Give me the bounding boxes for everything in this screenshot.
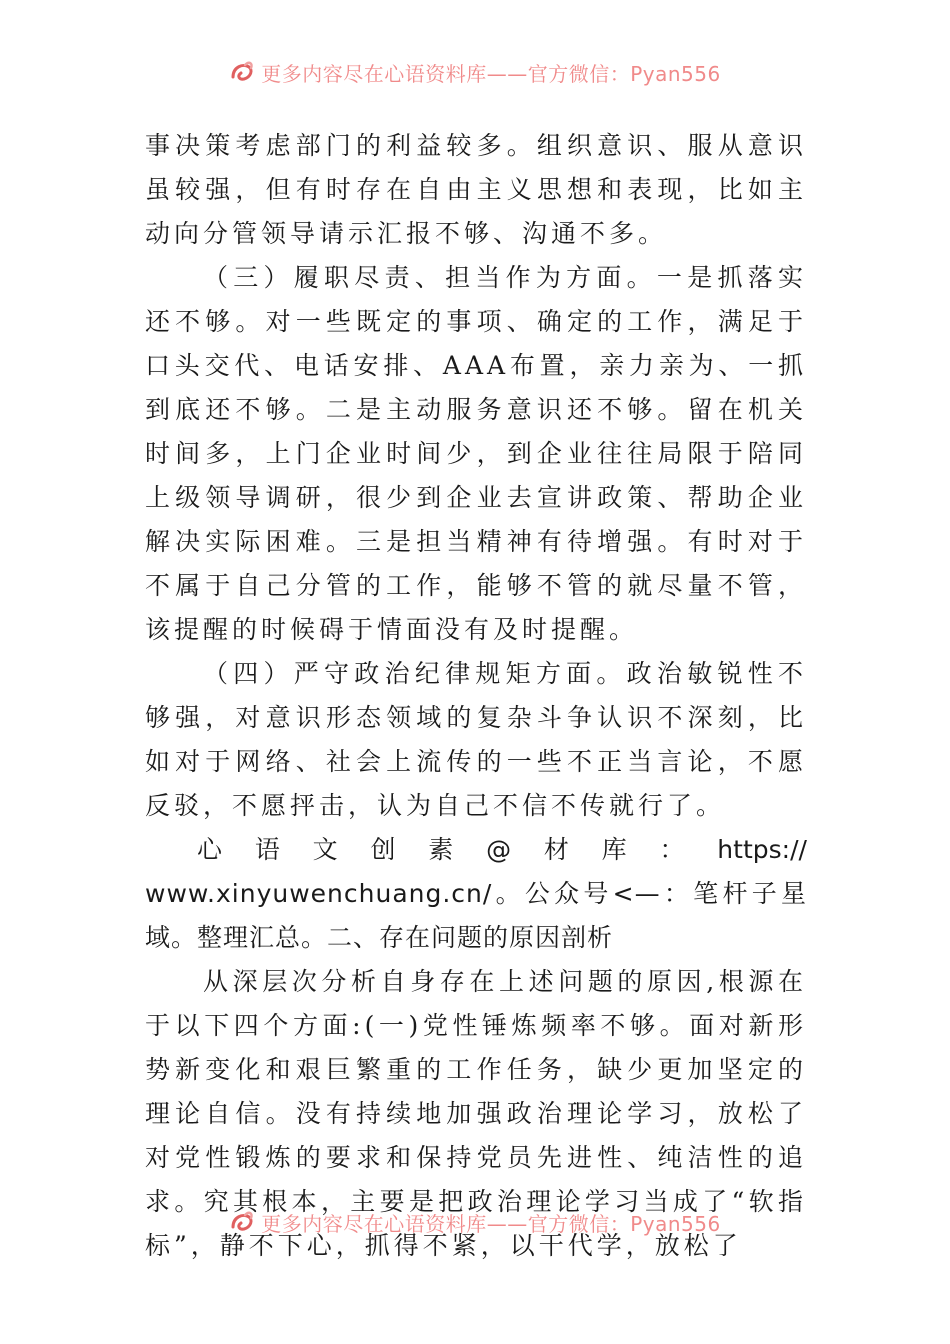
- paragraph-continued: 事决策考虑部门的利益较多。组织意识、服从意识虽较强，但有时存在自由主义思想和表现，比如主动向分管领导请示汇报不够、沟通不多。: [145, 131, 807, 248]
- paragraph-section-four: （四）严守政治纪律规矩方面。政治敏锐性不够强，对意识形态领域的复杂斗争认识不深刻，比如对于网络、社会上流传的一些不正当言论，不愿反驳，不愿抨击，认为自己不信不传就行了。: [145, 659, 807, 820]
- spread-char: 语: [254, 835, 280, 864]
- footer-watermark-banner: [0, 1204, 950, 1240]
- source-note-spread-line: [145, 828, 807, 872]
- spread-char: 素: [428, 835, 454, 864]
- spread-char: 心: [197, 835, 223, 864]
- brand-logo-icon: [229, 1209, 255, 1235]
- banner-text: 更多内容尽在心语资料库——官方微信：Pyan556: [261, 61, 721, 86]
- document-body: [145, 124, 807, 1268]
- spread-char: 库: [601, 835, 627, 864]
- spread-url-start: https://: [717, 835, 807, 864]
- spread-char: @: [486, 835, 512, 864]
- header-watermark-banner: [0, 54, 950, 90]
- spread-char: 创: [370, 835, 396, 864]
- spread-char: 文: [312, 835, 338, 864]
- spread-char: ：: [659, 835, 685, 864]
- source-note-rest: www.xinyuwenchuang.cn/。公众号<—：笔杆子星域。整理汇总。二、存在问题的原因剖析: [145, 879, 807, 952]
- banner-text: 更多内容尽在心语资料库——官方微信：Pyan556: [261, 1211, 721, 1236]
- paragraph-section-three: （三）履职尽责、担当作为方面。一是抓落实还不够。对一些既定的事项、确定的工作，满足于口头交代、电话安排、AAA布置，亲力亲为、一抓到底还不够。二是主动服务意识还不够。留在机关时间多，上门企业时间少，到企业往往局限于陪同上级领导调研，很少到企业去宣讲政策、帮助企业解决实际困难。三是担当精神有待增强。有时对于不属于自己分管的工作，能够不管的就尽量不管，该提醒的时候碍于情面没有及时提醒。: [145, 263, 807, 644]
- brand-logo-icon: [229, 59, 255, 85]
- spread-char: 材: [543, 835, 569, 864]
- paragraph-analysis: 从深层次分析自身存在上述问题的原因,根源在于以下四个方面:(一)党性锤炼频率不够。面对新形势新变化和艰巨繁重的工作任务，缺少更加坚定的理论自信。没有持续地加强政治理论学习，放松了对党性锻炼的要求和保持党员先进性、纯洁性的追求。究其根本，主要是把政治理论学习当成了“软指标”，静不下心，抓得不紧，以干代学，放松了: [145, 967, 807, 1260]
